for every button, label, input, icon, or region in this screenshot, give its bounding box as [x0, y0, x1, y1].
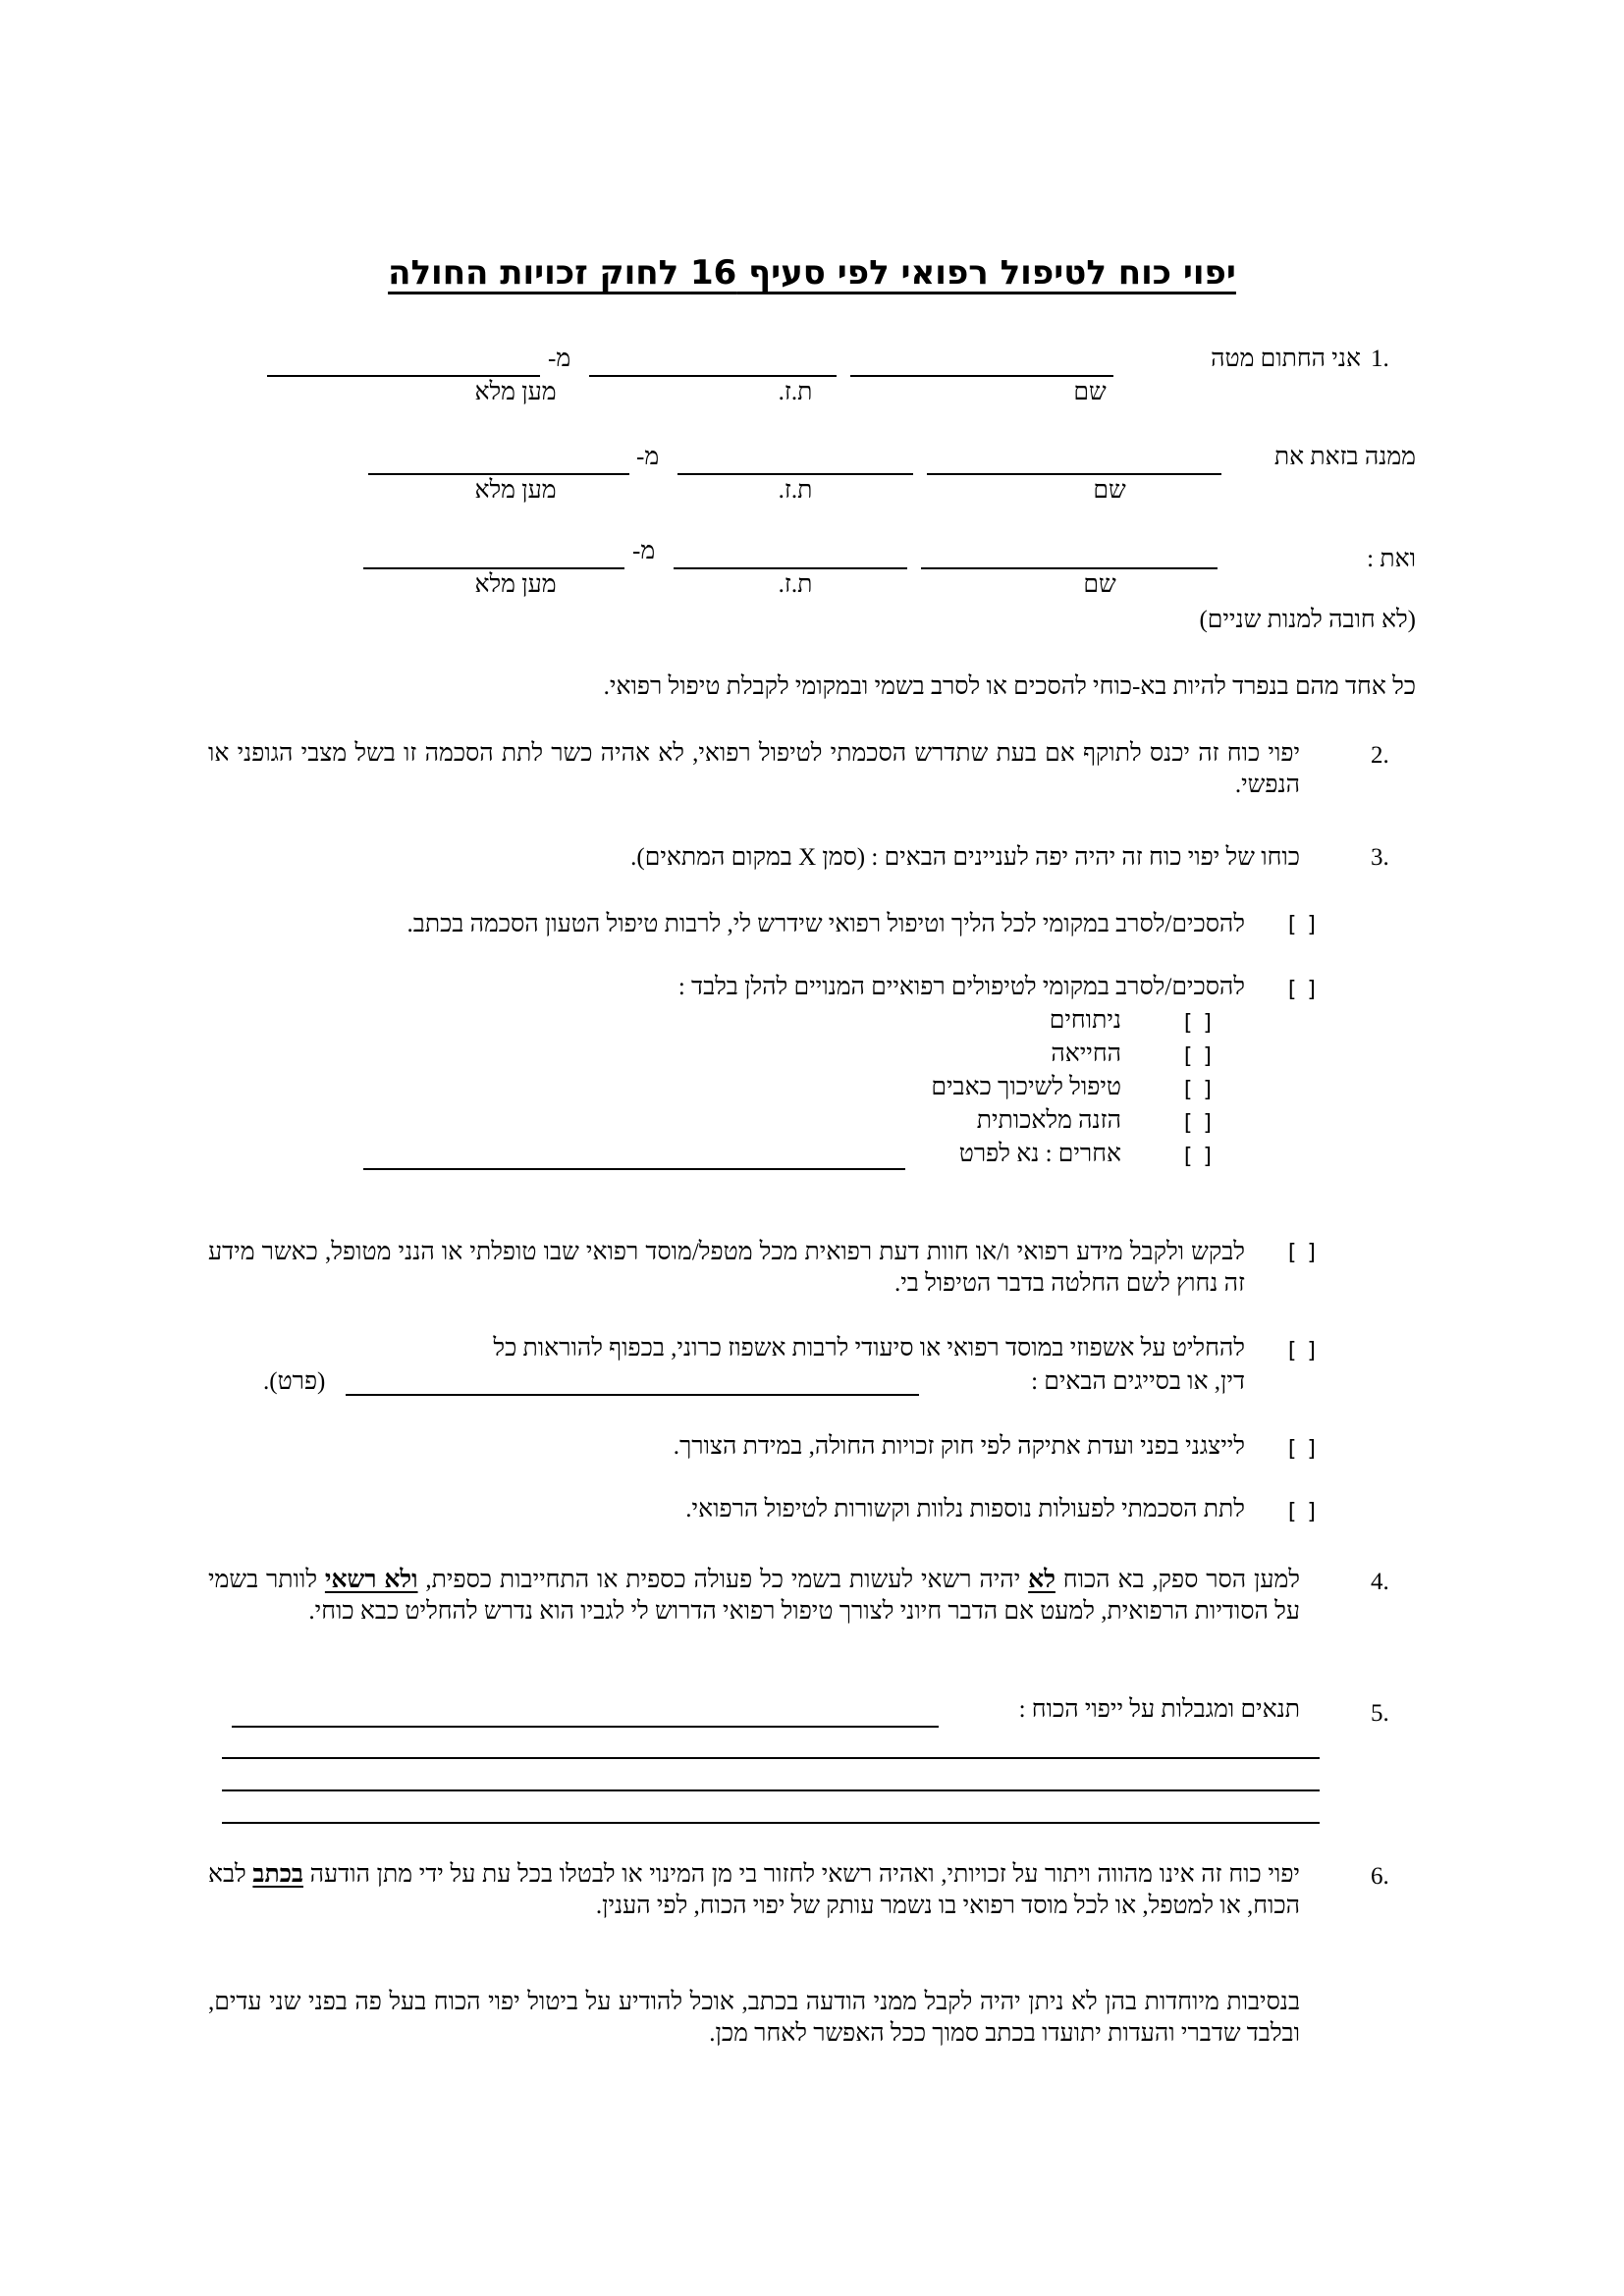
section-6-number: .6 [1371, 1863, 1389, 1890]
agent1-address-field[interactable] [368, 473, 629, 475]
section-2-number: .2 [1371, 742, 1389, 769]
section-4-number: .4 [1371, 1569, 1389, 1595]
signer-name-field[interactable] [850, 375, 1113, 377]
section-1-number: .1 [1371, 346, 1389, 372]
hospitalization-conditions-label: דין, או בסייגים הבאים : [1031, 1368, 1245, 1395]
label-name: שם [1073, 379, 1107, 405]
from-prefix: מ- [632, 538, 656, 564]
emphasis-in-writing: בכתב [252, 1861, 303, 1888]
section-5-text: תנאים ומגבלות על ייפוי הכוח : [1018, 1696, 1300, 1723]
checkbox[interactable]: [ ] [1183, 1011, 1214, 1036]
label-address: מען מלא [474, 379, 557, 405]
option-medical-info: לבקש ולקבל מידע רפואי ו/או חוות דעת רפואית מכל מטפל/מוסד רפואי שבו טופלתי או הנני מטופל, כאשר מידע זה נחוץ לשם החלטה בדבר הטיפול בי. [208, 1239, 1245, 1297]
option-ethics-committee: לייצגני בפני ועדת אתיקה לפי חוק זכויות החולה, במידת הצורך. [673, 1433, 1245, 1460]
sub-option-pain: טיפול לשיכוך כאבים [931, 1074, 1121, 1100]
signer-id-field[interactable] [589, 375, 837, 377]
option-specific-treatment: להסכים/לסרב במקומי לטיפולים רפואיים המנויים להלן בלבד : [677, 974, 1245, 1000]
text: יפוי כוח זה אינו מהווה ויתור על זכויותי, ואהיה רשאי לחזור בי מן המינוי או לבטלו בכל עת על ידי מתן הודעה [302, 1861, 1300, 1888]
section-4-text [208, 1565, 1300, 1628]
label-name: שם [1093, 477, 1126, 504]
section-3-intro: כוחו של יפוי כוח זה יהיה יפה לעניינים הבאים : (סמן X במקום המתאים). [630, 844, 1300, 871]
label-name: שם [1083, 571, 1116, 598]
and-label: ואת : [1367, 546, 1416, 572]
conditions-field-1[interactable] [232, 1726, 939, 1728]
sub-option-resuscitation: החייאה [1051, 1041, 1121, 1067]
agent1-name-field[interactable] [927, 473, 1221, 475]
signer-intro: אני החתום מטה [1211, 346, 1361, 372]
hospitalization-conditions-field[interactable] [346, 1394, 919, 1396]
agent2-name-field[interactable] [921, 567, 1218, 569]
text: יהיה רשאי לעשות בשמי כל פעולה כספית או התחייבות כספית, [417, 1567, 1029, 1593]
checkbox[interactable]: [ ] [1183, 1111, 1214, 1136]
sub-option-feeding: הזנה מלאכותית [976, 1107, 1121, 1134]
title-text: יפוי כוח לטיפול רפואי לפי סעיף 16 לחוק זכויות החולה [388, 253, 1236, 293]
option-all-treatment: להסכים/לסרב במקומי לכל הליך וטיפול רפואי שידרש לי, לרבות טיפול הטעון הסכמה בכתב. [406, 911, 1245, 937]
emphasis-not: לא [1028, 1567, 1056, 1593]
special-circumstances-text: בנסיבות מיוחדות בהן לא ניתן יהיה לקבל ממני הודעה בכתב, אוכל להודיע על ביטול יפוי הכוח בעל פה בפני שני עדים, ובלבד שדברי והעדות יתועדו בכתב סמוך ככל האפשר לאחר מכן. [208, 1989, 1300, 2047]
from-prefix: מ- [636, 444, 660, 470]
option-additional-actions: לתת הסכמתי לפעולות נוספות נלוות וקשורות לטיפול הרפואי. [685, 1496, 1245, 1522]
section-3-number: .3 [1371, 844, 1389, 871]
conditions-field-2[interactable] [222, 1757, 1320, 1759]
emphasis-not-allowed: ולא רשאי [324, 1567, 418, 1593]
checkbox[interactable]: [ ] [1287, 1339, 1318, 1363]
signer-address-field[interactable] [267, 375, 540, 377]
from-prefix: מ- [548, 346, 571, 372]
page-title [0, 253, 1624, 293]
agent2-id-field[interactable] [674, 567, 907, 569]
section-2-text: יפוי כוח זה יכנס לתוקף אם בעת שתדרש הסכמתי לטיפול רפואי, לא אהיה כשר לתת הסכמה זו בשל מצבי הגופני או הנפשי. [208, 740, 1300, 798]
checkbox[interactable]: [ ] [1287, 1241, 1318, 1265]
checkbox[interactable]: [ ] [1183, 1145, 1214, 1169]
label-address: מען מלא [474, 571, 557, 598]
agent2-address-field[interactable] [363, 567, 624, 569]
checkbox[interactable]: [ ] [1183, 1044, 1214, 1069]
each-agent-text: כל אחד מהם בנפרד להיות בא-כוחי להסכים או לסרב בשמי ובמקומי לקבלת טיפול רפואי. [603, 673, 1416, 700]
checkbox[interactable]: [ ] [1287, 978, 1318, 1002]
sub-option-surgery: ניתוחים [1049, 1007, 1121, 1034]
checkbox[interactable]: [ ] [1287, 1500, 1318, 1524]
option-hospitalization: להחליט על אשפוזי במוסד רפואי או סיעודי לרבות אשפוז כרוני, בכפוף להוראות כל [493, 1335, 1245, 1362]
label-id: ת.ז. [778, 379, 813, 405]
label-address: מען מלא [474, 477, 557, 504]
checkbox[interactable]: [ ] [1183, 1078, 1214, 1102]
appoint-label: ממנה בזאת את [1273, 444, 1416, 470]
checkbox[interactable]: [ ] [1287, 913, 1318, 937]
agent1-id-field[interactable] [677, 473, 913, 475]
sub-option-other: אחרים : נא לפרט [958, 1141, 1121, 1167]
text: לבא הכוח, או למטפל, או לכל מוסד רפואי בו נשמר עותק של יפוי הכוח, לפי הענין. [208, 1861, 1300, 1919]
conditions-field-4[interactable] [222, 1822, 1320, 1824]
section-5-number: .5 [1371, 1700, 1389, 1727]
conditions-field-3[interactable] [222, 1789, 1320, 1791]
not-required-note: (לא חובה למנות שניים) [1199, 607, 1416, 633]
section-6-text [208, 1859, 1300, 1922]
label-id: ת.ז. [778, 571, 813, 598]
text: לוותר בשמי על הסודיות הרפואית, למעט אם הדבר חיוני לצורך טיפול רפואי הדרוש לי לגביו הוא נדרש להחליט כבא כוחי. [208, 1567, 1300, 1625]
specify-label: (פרט). [263, 1368, 326, 1395]
text: למען הסר ספק, בא הכוח [1055, 1567, 1301, 1593]
checkbox[interactable]: [ ] [1287, 1437, 1318, 1462]
label-id: ת.ז. [778, 477, 813, 504]
other-details-field[interactable] [363, 1168, 905, 1170]
